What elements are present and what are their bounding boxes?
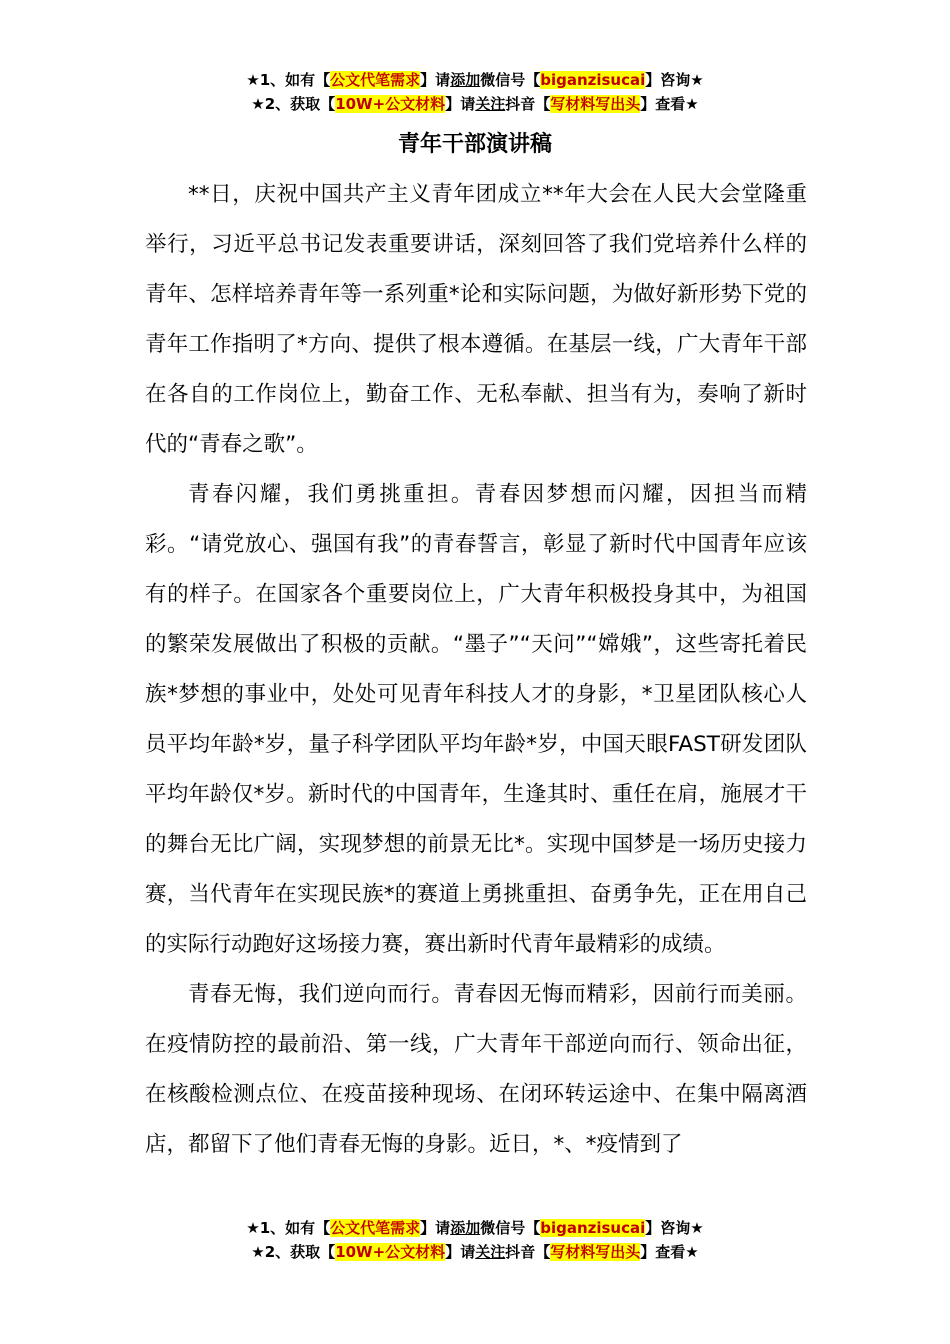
- banner-text: 】请: [445, 95, 476, 113]
- header-banner: [0, 68, 950, 116]
- banner-highlight: 写材料写出头: [550, 1243, 641, 1261]
- banner-text: 】请: [445, 1243, 476, 1261]
- banner-underline: 添加: [450, 1219, 481, 1237]
- banner-text: 微信号【: [480, 1219, 541, 1237]
- banner-text: 微信号【: [480, 71, 541, 89]
- banner-highlight: 10W+公文材料: [335, 1243, 446, 1261]
- banner-highlight: biganzisucai: [540, 1219, 646, 1237]
- banner-highlight: 公文代笔需求: [330, 1219, 421, 1237]
- banner-text: 抖音【: [505, 95, 551, 113]
- banner-highlight: 10W+公文材料: [335, 95, 446, 113]
- banner-text: 】请: [420, 1219, 451, 1237]
- banner-text: 抖音【: [505, 1243, 551, 1261]
- paragraph: **日，庆祝中国共产主义青年团成立**年大会在人民大会堂隆重举行，习近平总书记发表重要讲话，深刻回答了我们党培养什么样的青年、怎样培养青年等一系列重*论和实际问题，为做好新形势下党的青年工作指明了*方向、提供了根本遵循。在基层一线，广大青年干部在各自的工作岗位上，勤奋工作、无私奉献、担当有为，奏响了新时代的“青春之歌”。: [145, 182, 807, 457]
- banner-text: 】咨询★: [645, 71, 704, 89]
- banner-text: 】请: [420, 71, 451, 89]
- banner-underline: 关注: [475, 95, 506, 113]
- banner-line-1: [0, 68, 950, 92]
- paragraph: 青春无悔，我们逆向而行。青春因无悔而精彩，因前行而美丽。在疫情防控的最前沿、第一线，广大青年干部逆向而行、领命出征，在核酸检测点位、在疫苗接种现场、在闭环转运途中、在集中隔离酒店，都留下了他们青春无悔的身影。近日，*、*疫情到了: [145, 982, 807, 1157]
- banner-text: ★2、获取【: [251, 1243, 336, 1261]
- banner-text: 】查看★: [640, 1243, 699, 1261]
- banner-text: 】查看★: [640, 95, 699, 113]
- banner-line-2: [0, 1240, 950, 1264]
- banner-highlight: biganzisucai: [540, 71, 646, 89]
- banner-text: ★1、如有【: [246, 71, 331, 89]
- document-title: 青年干部演讲稿: [397, 132, 552, 157]
- banner-line-1: [0, 1216, 950, 1240]
- banner-underline: 添加: [450, 71, 481, 89]
- banner-highlight: 写材料写出头: [550, 95, 641, 113]
- banner-text: 】咨询★: [645, 1219, 704, 1237]
- banner-text: ★2、获取【: [251, 95, 336, 113]
- banner-line-2: [0, 92, 950, 116]
- footer-banner: [0, 1216, 950, 1264]
- paragraph: 青春闪耀，我们勇挑重担。青春因梦想而闪耀，因担当而精彩。“请党放心、强国有我”的青春誓言，彰显了新时代中国青年应该有的样子。在国家各个重要岗位上，广大青年积极投身其中，为祖国的繁荣发展做出了积极的贡献。“墨子”“天问”“嫦娥”，这些寄托着民族*梦想的事业中，处处可见青年科技人才的身影，*卫星团队核心人员平均年龄*岁，量子科学团队平均年龄*岁，中国天眼FAST研发团队平均年龄仅*岁。新时代的中国青年，生逢其时、重任在肩，施展才干的舞台无比广阔，实现梦想的前景无比*。实现中国梦是一场历史接力赛，当代青年在实现民族*的赛道上勇挑重担、奋勇争先，正在用自己的实际行动跑好这场接力赛，赛出新时代青年最精彩的成绩。: [145, 482, 807, 957]
- banner-text: ★1、如有【: [246, 1219, 331, 1237]
- banner-highlight: 公文代笔需求: [330, 71, 421, 89]
- banner-underline: 关注: [475, 1243, 506, 1261]
- document-body: [145, 170, 807, 1170]
